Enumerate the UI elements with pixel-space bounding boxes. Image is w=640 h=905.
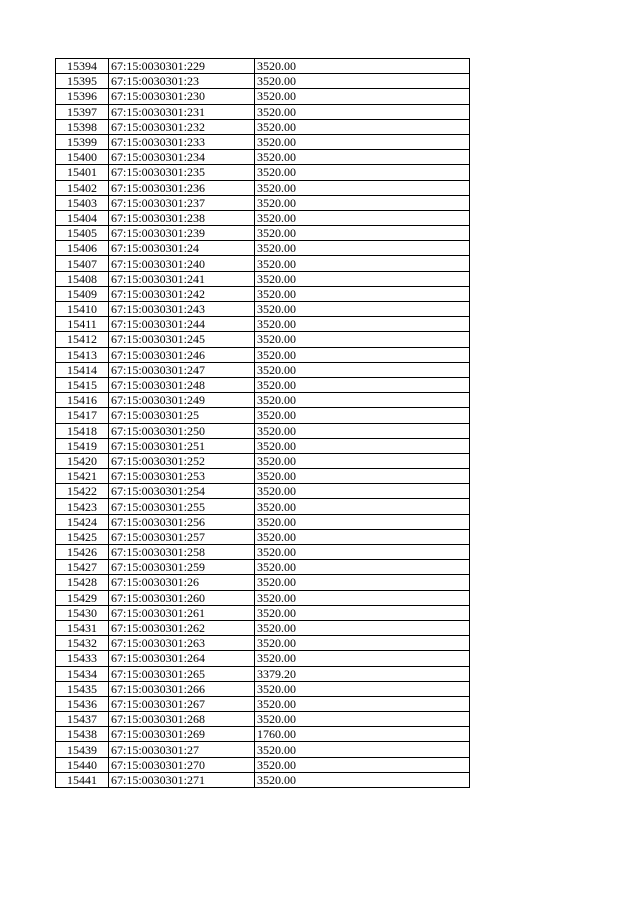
value-cell: 3520.00: [255, 180, 470, 195]
table-row: [56, 134, 470, 149]
value-cell: 3520.00: [255, 423, 470, 438]
value-cell: 3520.00: [255, 362, 470, 377]
table-row: [56, 332, 470, 347]
row-number-cell: 15422: [56, 484, 109, 499]
value-cell: 3520.00: [255, 134, 470, 149]
row-number-cell: 15432: [56, 636, 109, 651]
table-row: [56, 408, 470, 423]
cadastral-number-cell: 67:15:0030301:265: [109, 666, 255, 681]
table-row: [56, 317, 470, 332]
table-row: [56, 469, 470, 484]
table-row: [56, 271, 470, 286]
row-number-cell: 15394: [56, 59, 109, 74]
value-cell: 3520.00: [255, 119, 470, 134]
cadastral-number-cell: 67:15:0030301:252: [109, 453, 255, 468]
cadastral-number-cell: 67:15:0030301:269: [109, 727, 255, 742]
table-row: [56, 605, 470, 620]
cadastral-number-cell: 67:15:0030301:239: [109, 226, 255, 241]
table-row: [56, 620, 470, 635]
table-row: [56, 545, 470, 560]
row-number-cell: 15436: [56, 696, 109, 711]
cadastral-number-cell: 67:15:0030301:23: [109, 74, 255, 89]
cadastral-number-cell: 67:15:0030301:256: [109, 514, 255, 529]
row-number-cell: 15415: [56, 377, 109, 392]
row-number-cell: 15400: [56, 150, 109, 165]
row-number-cell: 15404: [56, 210, 109, 225]
row-number-cell: 15433: [56, 651, 109, 666]
data-table: [55, 58, 470, 788]
cadastral-number-cell: 67:15:0030301:233: [109, 134, 255, 149]
row-number-cell: 15419: [56, 438, 109, 453]
table-row: [56, 59, 470, 74]
cadastral-number-cell: 67:15:0030301:230: [109, 89, 255, 104]
value-cell: 3520.00: [255, 605, 470, 620]
cadastral-number-cell: 67:15:0030301:237: [109, 195, 255, 210]
table-row: [56, 362, 470, 377]
value-cell: 3520.00: [255, 89, 470, 104]
table-row: [56, 651, 470, 666]
table-row: [56, 256, 470, 271]
table-row: [56, 560, 470, 575]
table-row: [56, 636, 470, 651]
row-number-cell: 15395: [56, 74, 109, 89]
value-cell: 3520.00: [255, 712, 470, 727]
row-number-cell: 15421: [56, 469, 109, 484]
row-number-cell: 15414: [56, 362, 109, 377]
value-cell: 3520.00: [255, 408, 470, 423]
cadastral-number-cell: 67:15:0030301:25: [109, 408, 255, 423]
value-cell: 3520.00: [255, 241, 470, 256]
value-cell: 3520.00: [255, 529, 470, 544]
value-cell: 3520.00: [255, 681, 470, 696]
cadastral-number-cell: 67:15:0030301:242: [109, 286, 255, 301]
value-cell: 3520.00: [255, 271, 470, 286]
cadastral-number-cell: 67:15:0030301:266: [109, 681, 255, 696]
cadastral-number-cell: 67:15:0030301:259: [109, 560, 255, 575]
cadastral-number-cell: 67:15:0030301:271: [109, 772, 255, 787]
row-number-cell: 15409: [56, 286, 109, 301]
table-row: [56, 423, 470, 438]
value-cell: 3520.00: [255, 256, 470, 271]
value-cell: 3520.00: [255, 74, 470, 89]
row-number-cell: 15441: [56, 772, 109, 787]
value-cell: 3520.00: [255, 742, 470, 757]
table-row: [56, 241, 470, 256]
row-number-cell: 15429: [56, 590, 109, 605]
row-number-cell: 15408: [56, 271, 109, 286]
table-row: [56, 484, 470, 499]
table-row: [56, 712, 470, 727]
cadastral-number-cell: 67:15:0030301:268: [109, 712, 255, 727]
row-number-cell: 15420: [56, 453, 109, 468]
row-number-cell: 15434: [56, 666, 109, 681]
value-cell: 3520.00: [255, 757, 470, 772]
table-body: [56, 59, 470, 788]
table-row: [56, 119, 470, 134]
table-row: [56, 180, 470, 195]
value-cell: 3520.00: [255, 438, 470, 453]
table-row: [56, 438, 470, 453]
table-row: [56, 347, 470, 362]
table-row: [56, 286, 470, 301]
cadastral-number-cell: 67:15:0030301:232: [109, 119, 255, 134]
value-cell: 3520.00: [255, 590, 470, 605]
row-number-cell: 15424: [56, 514, 109, 529]
value-cell: 3520.00: [255, 347, 470, 362]
value-cell: 3520.00: [255, 636, 470, 651]
value-cell: 3379.20: [255, 666, 470, 681]
row-number-cell: 15417: [56, 408, 109, 423]
value-cell: 3520.00: [255, 696, 470, 711]
row-number-cell: 15431: [56, 620, 109, 635]
row-number-cell: 15412: [56, 332, 109, 347]
row-number-cell: 15428: [56, 575, 109, 590]
cadastral-number-cell: 67:15:0030301:248: [109, 377, 255, 392]
table-row: [56, 742, 470, 757]
row-number-cell: 15401: [56, 165, 109, 180]
row-number-cell: 15438: [56, 727, 109, 742]
row-number-cell: 15439: [56, 742, 109, 757]
table-row: [56, 150, 470, 165]
row-number-cell: 15405: [56, 226, 109, 241]
cadastral-number-cell: 67:15:0030301:245: [109, 332, 255, 347]
table-row: [56, 377, 470, 392]
value-cell: 3520.00: [255, 499, 470, 514]
value-cell: 3520.00: [255, 195, 470, 210]
value-cell: 3520.00: [255, 302, 470, 317]
row-number-cell: 15397: [56, 104, 109, 119]
row-number-cell: 15413: [56, 347, 109, 362]
value-cell: 3520.00: [255, 165, 470, 180]
cadastral-number-cell: 67:15:0030301:260: [109, 590, 255, 605]
cadastral-number-cell: 67:15:0030301:235: [109, 165, 255, 180]
cadastral-number-cell: 67:15:0030301:234: [109, 150, 255, 165]
row-number-cell: 15430: [56, 605, 109, 620]
table-row: [56, 590, 470, 605]
cadastral-number-cell: 67:15:0030301:244: [109, 317, 255, 332]
table-row: [56, 165, 470, 180]
value-cell: 3520.00: [255, 484, 470, 499]
cadastral-number-cell: 67:15:0030301:262: [109, 620, 255, 635]
table-row: [56, 666, 470, 681]
table-row: [56, 302, 470, 317]
row-number-cell: 15418: [56, 423, 109, 438]
cadastral-number-cell: 67:15:0030301:249: [109, 393, 255, 408]
cadastral-number-cell: 67:15:0030301:264: [109, 651, 255, 666]
cadastral-number-cell: 67:15:0030301:243: [109, 302, 255, 317]
value-cell: 3520.00: [255, 514, 470, 529]
value-cell: 3520.00: [255, 226, 470, 241]
value-cell: 3520.00: [255, 286, 470, 301]
row-number-cell: 15440: [56, 757, 109, 772]
value-cell: 3520.00: [255, 469, 470, 484]
row-number-cell: 15410: [56, 302, 109, 317]
value-cell: 3520.00: [255, 377, 470, 392]
cadastral-number-cell: 67:15:0030301:253: [109, 469, 255, 484]
table-row: [56, 681, 470, 696]
value-cell: 3520.00: [255, 620, 470, 635]
value-cell: 3520.00: [255, 150, 470, 165]
row-number-cell: 15411: [56, 317, 109, 332]
table-row: [56, 195, 470, 210]
value-cell: 3520.00: [255, 210, 470, 225]
cadastral-number-cell: 67:15:0030301:270: [109, 757, 255, 772]
table-row: [56, 104, 470, 119]
value-cell: 3520.00: [255, 393, 470, 408]
cadastral-number-cell: 67:15:0030301:263: [109, 636, 255, 651]
row-number-cell: 15416: [56, 393, 109, 408]
table-row: [56, 89, 470, 104]
row-number-cell: 15437: [56, 712, 109, 727]
table-row: [56, 393, 470, 408]
cadastral-number-cell: 67:15:0030301:238: [109, 210, 255, 225]
row-number-cell: 15403: [56, 195, 109, 210]
value-cell: 3520.00: [255, 317, 470, 332]
row-number-cell: 15406: [56, 241, 109, 256]
row-number-cell: 15398: [56, 119, 109, 134]
row-number-cell: 15402: [56, 180, 109, 195]
table-row: [56, 210, 470, 225]
table-row: [56, 453, 470, 468]
table-row: [56, 757, 470, 772]
cadastral-number-cell: 67:15:0030301:27: [109, 742, 255, 757]
cadastral-number-cell: 67:15:0030301:250: [109, 423, 255, 438]
row-number-cell: 15426: [56, 545, 109, 560]
row-number-cell: 15435: [56, 681, 109, 696]
row-number-cell: 15399: [56, 134, 109, 149]
value-cell: 3520.00: [255, 545, 470, 560]
cadastral-number-cell: 67:15:0030301:229: [109, 59, 255, 74]
cadastral-number-cell: 67:15:0030301:258: [109, 545, 255, 560]
cadastral-number-cell: 67:15:0030301:236: [109, 180, 255, 195]
table-row: [56, 499, 470, 514]
cadastral-number-cell: 67:15:0030301:251: [109, 438, 255, 453]
cadastral-number-cell: 67:15:0030301:267: [109, 696, 255, 711]
value-cell: 3520.00: [255, 560, 470, 575]
row-number-cell: 15427: [56, 560, 109, 575]
value-cell: 3520.00: [255, 772, 470, 787]
cadastral-number-cell: 67:15:0030301:247: [109, 362, 255, 377]
cadastral-number-cell: 67:15:0030301:231: [109, 104, 255, 119]
value-cell: 3520.00: [255, 651, 470, 666]
value-cell: 3520.00: [255, 332, 470, 347]
table-row: [56, 727, 470, 742]
value-cell: 1760.00: [255, 727, 470, 742]
cadastral-number-cell: 67:15:0030301:257: [109, 529, 255, 544]
cadastral-number-cell: 67:15:0030301:241: [109, 271, 255, 286]
cadastral-number-cell: 67:15:0030301:24: [109, 241, 255, 256]
cadastral-number-cell: 67:15:0030301:255: [109, 499, 255, 514]
table-row: [56, 226, 470, 241]
row-number-cell: 15423: [56, 499, 109, 514]
value-cell: 3520.00: [255, 453, 470, 468]
table-row: [56, 772, 470, 787]
table-row: [56, 74, 470, 89]
row-number-cell: 15407: [56, 256, 109, 271]
value-cell: 3520.00: [255, 59, 470, 74]
table-row: [56, 575, 470, 590]
table-row: [56, 514, 470, 529]
cadastral-number-cell: 67:15:0030301:26: [109, 575, 255, 590]
cadastral-number-cell: 67:15:0030301:246: [109, 347, 255, 362]
cadastral-number-cell: 67:15:0030301:261: [109, 605, 255, 620]
cadastral-number-cell: 67:15:0030301:240: [109, 256, 255, 271]
cadastral-number-cell: 67:15:0030301:254: [109, 484, 255, 499]
value-cell: 3520.00: [255, 575, 470, 590]
value-cell: 3520.00: [255, 104, 470, 119]
row-number-cell: 15396: [56, 89, 109, 104]
table-row: [56, 529, 470, 544]
row-number-cell: 15425: [56, 529, 109, 544]
table-row: [56, 696, 470, 711]
